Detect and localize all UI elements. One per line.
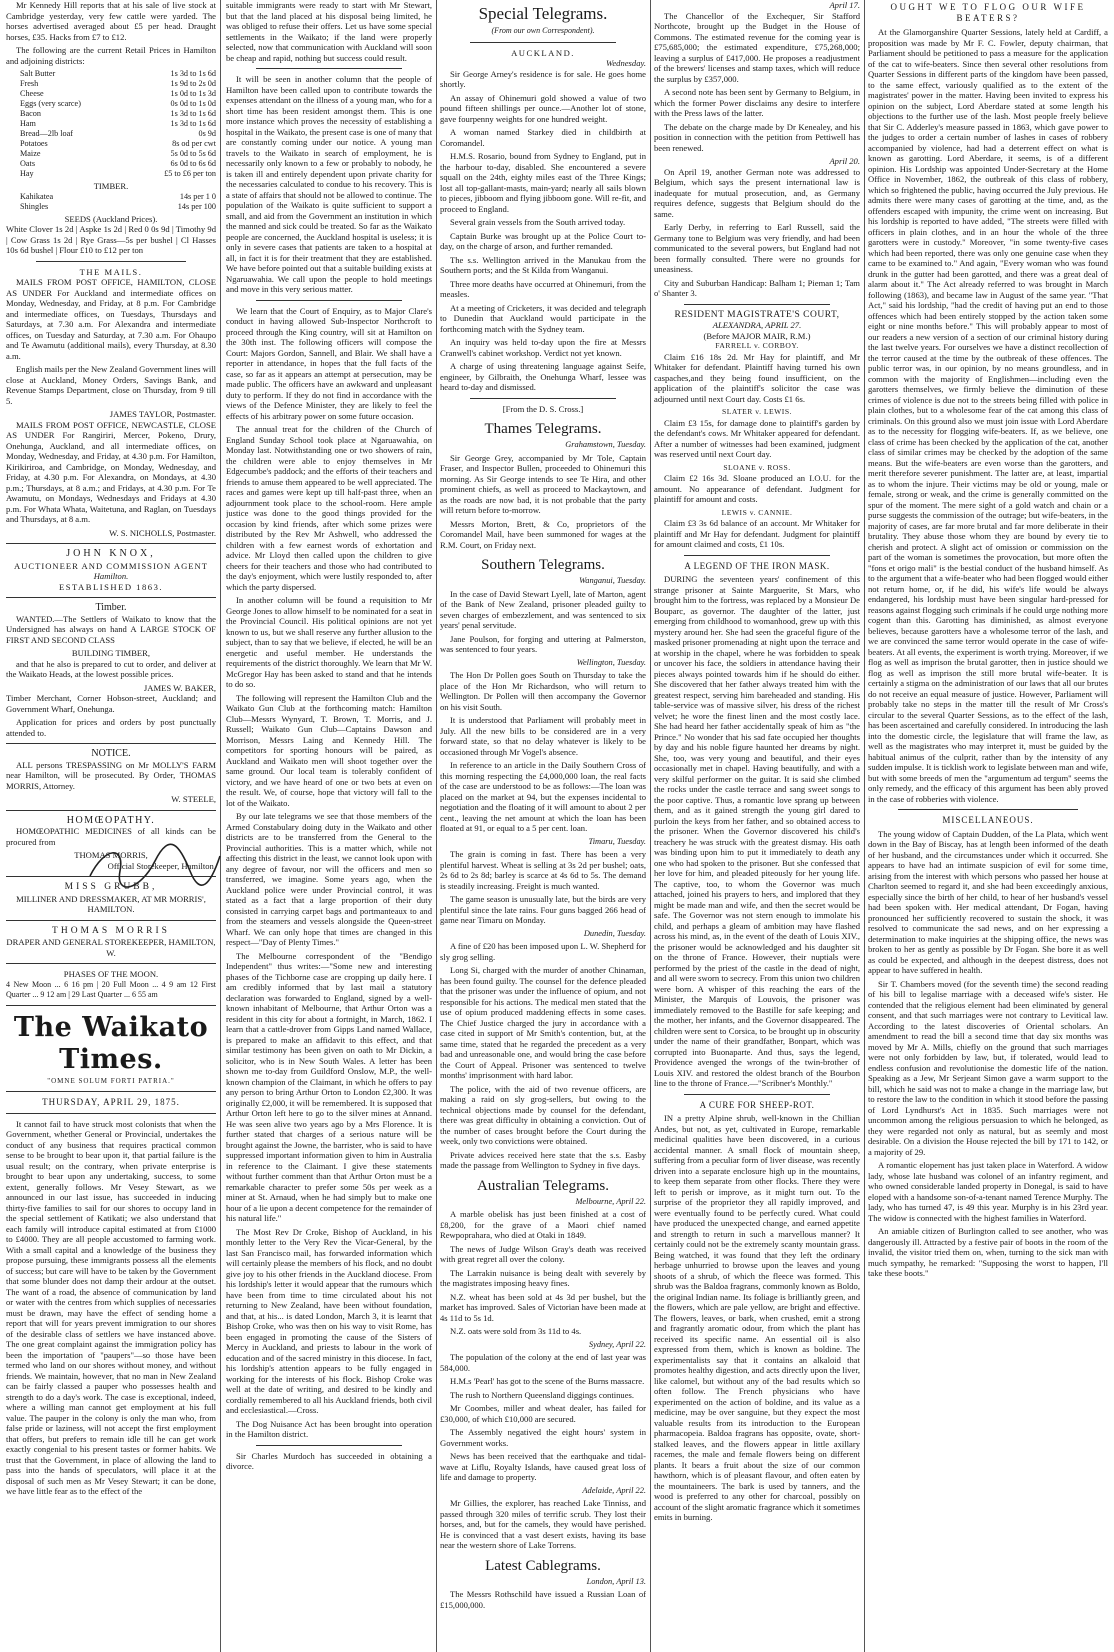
divider	[470, 398, 616, 399]
cablegram-item: Early Derby, in referring to Earl Russell, said the Germany tone to Belgium was very friendly, and had been communicated to the several powers, but England had not been formally consulted. There were no grounds for uneasiness.	[654, 222, 860, 274]
item-price: 8s od per cwt	[172, 139, 216, 148]
item-price: 14s per 1 0	[179, 191, 216, 201]
telegram-item: H.M.s 'Pearl' has got to the scene of the Burns massacre.	[450, 1376, 645, 1386]
telegram-item: Three more deaths have occurred at Ohinemuri, from the measles.	[440, 278, 646, 299]
seeds-heading: SEEDS (Auckland Prices).	[64, 213, 158, 224]
auckland-day: Wednesday.	[605, 58, 646, 68]
telegram-item: Captain Burke was brought up at the Police Court to-day, on the charge of arson, and further remanded.	[440, 230, 646, 251]
item-name: Maize	[20, 149, 41, 158]
masthead: The Waikato Times.	[13, 1011, 209, 1075]
divider	[6, 543, 216, 544]
price-row	[6, 89, 216, 99]
masthead-motto: "OMNE SOLUM FORTI PATRIA."	[47, 1076, 175, 1085]
special-telegrams-heading: Special Telegrams.	[478, 4, 608, 23]
timber-ad-signature: JAMES W. BAKER,	[143, 682, 216, 693]
april-17-cablegrams	[654, 11, 860, 154]
notice-body: ALL persons TRESPASSING on Mr MOLLY'S FARM near Hamilton, will be prosecuted. By Order, THOMAS MORRIS, Attorney.	[6, 759, 216, 791]
homeopathy-body: HOMŒOPATHIC MEDICINES of all kinds can be procured from	[6, 826, 216, 847]
telegram-item: Mr Coombes, miller and wheat dealer, has failed for £30,000, of which £10,000 are secured.	[440, 1403, 646, 1424]
telegram-item: The news of Judge Wilson Gray's death was received with great regret all over the colony.	[440, 1243, 646, 1264]
timber-ad-tail: Application for prices and orders by post punctually attended to.	[6, 717, 216, 738]
gun-club-paragraph: The following will represent the Hamilton Club and the Waikato Gun Club at the forthcoming match: Hamilton Club—Messrs Wynyard, T. Brown, T. Morris, and J. Russell; Waikato Gun Club—Captains Dawson and Morrison, Messrs Laing and Kennedy Hill. The competitors for sporting honours will be paired, as Auckland and Waikato men will shoot together over the same ground. Our local team is tolerably confident of victory, and we have heard of one or two bets at even on the result. We, of course, hope that victory will fall to the lot of the Waikato.	[226, 692, 432, 808]
melbourne-place: Melbourne, April 22.	[575, 1196, 646, 1206]
knox-ad-subheading: AUCTIONEER AND COMMISSION AGENT	[13, 560, 209, 571]
thames-heading: Thames Telegrams.	[484, 421, 602, 437]
telegram-item: Private advices received here state that the s.s. Easby made the passage from Wellington to Sydney in five days.	[440, 1149, 646, 1170]
timaru-telegrams	[440, 849, 646, 926]
column-5	[868, 0, 1108, 1652]
telegram-item: A charge of using threatening language against Seife, engineer, by Gilbraith, the Onehunga Wharf, lessee was heard to-day and dismissed.	[440, 361, 646, 392]
timber-ad-heading: Timber.	[95, 602, 127, 613]
notice-heading: NOTICE.	[91, 748, 131, 759]
case-4-heading: LEWIS v. CANNIE.	[721, 507, 793, 517]
homeopathy-heading: HOMŒOPATHY.	[66, 814, 156, 826]
case-1: Claim £16 18s 2d. Mr Hay for plaintiff, and Mr Whitaker for defendant. Plaintiff having turned his own caspaches,and they being found insufficient, on the application of the plaintiff's solicitor the case was adjourned until next Court day. Costs £1 6s.	[654, 351, 860, 404]
cablegram-item: The Chancellor of the Exchequer, Sir Stafford Northcote, brought up the Budget in the House of Commons. The estimated revenue for the coming year is £75,685,000; the estimated expenditure, £75,268,000; leaving a surplus of £417,000. He proposes a readjustment of the brewers' licenses and stamp taxes, which will reduce the surplus by £357,000.	[654, 10, 860, 84]
divider	[470, 42, 616, 43]
divider	[6, 597, 216, 598]
price-row	[6, 169, 216, 179]
column-1	[6, 0, 216, 1652]
telegram-item: In the case of David Stewart Lyell, late of Marton, agent of the Bank of New Zealand, prisoner pleaded guilty to seven charges of embezzlement, and was sentenced to six years' penal servitude.	[440, 588, 646, 630]
item-price: 1s 3d to 1s 6d	[170, 69, 216, 78]
telegram-item: News has been received that the earthquake and tidal-wave at Liflu, Royalty Islands, have caused great loss of life and damage to property.	[440, 1451, 646, 1482]
divider	[684, 1094, 830, 1095]
price-row	[6, 139, 216, 149]
flog-heading: OUGHT WE TO FLOG OUR WIFE BEATERS?	[890, 2, 1086, 23]
case-3: Claim £2 16s 3d. Sloane produced an I.O.U. for the amount. No appearance of defendant. Judgment for plaintiff for amount and costs.	[654, 473, 860, 504]
iron-mask-story: DURING the seventeen years' confinement of this strange prisoner at Sainte Marguerite, St Mars, who brought him to the fortress, was replaced by a Monsieur De Bouparc, as governor. The daughter of the latter, just emerging from childhood to womanhood, grew up with this mystery around her. She had seen the graceful figure of the masked prisoner promenading at night upon the terrace and at worship in the chapel, where he was forbidden to speak or uncover his face, the soldiers in attendance having their pieces always pointed towards him if he should do either. She discovered that her father always treated him with the greatest respect, serving him bareheaded and standing. His table-service was of massive silver, his dress of the richest velvet; he wore the finest linen and the most costly lace. She had heard her father accidentally speak of him as "the Prince." No wonder that his sad fate occupied her thoughts by day and his noble figure haunted her dreams by night. She, too, was very young and beautiful, and their eyes occasionally met in chapel. Having beautifully, and with a very skilful performer on the guitar. It is said she climbed the rocks under the castle terrace and sang sweet songs to the poor captive. Thus, a romantic love sprang up between them, and as it gained strength the young girl dared to purloin the keys from her father, and so obtained access to the prisoner. When the Governor discovered his child's treachery he was struck with the greatest dismay. His oath was binding upon him to put it immediately to death any one who had spoken to the prisoner. But she confessed that her love for him, and pleaded piteously for her young life. The captive, too, to whom the Governor was much attached, joined his prayers to hers, and implored that they might be made man and wife, and then the secret would be safe. The Governor was not stern enough to immolate his child, and perhaps a gleam of ambition may have flashed across his mind, as, in the event of the death of Louis XIV., the prisoner would be acknowledged and his daughter sit on the throne of France. However, their nuptials were performed by the priest of the castle in the dead of night, and all were sworn to secrecy. From this union two children were born. A whisper of this reaching the ears of the Minister, the Marquis of Louvois, the prisoner was immediately removed to the Bastille for safe keeping; and the mother, her infants, and the Governor disappeared. The children were sent to Corsica, to be brought up in obscurity under the name of their grandfather, Bonpart, which was corrupted into Buonaparte. And thus, says the legend, Providence avenged the wrongs of the twin-brother of Louis XIV. and restored the oldest branch of the Bourbon line to the throne of France.—"Scribner's Monthly."	[654, 574, 860, 1088]
cablegram-item: The debate on the charge made by Dr Kenealey, and his position in connection with the petition from Pettiwell has been renewed.	[654, 121, 860, 153]
telegram-item: The Assembly negatived the eight hours' system in Government works.	[440, 1427, 646, 1448]
telegram-item: The Hon Dr Pollen goes South on Thursday to take the place of the Hon Mr Richardson, who will return to Wellington. Dr Pollen will then accompany the Governor on his visit South.	[440, 670, 646, 712]
auckland-heading: AUCKLAND.	[511, 47, 575, 58]
divider	[6, 1005, 216, 1006]
flog-article: At the Glamorganshire Quarter Sessions, lately held at Cardiff, a proposition was made by Mr F. C. Fowler, deputy chairman, that Parliament should be petitioned to pass a measure for the application of the cat to wife-beaters. Since then several other resolutions from Quarter Sessions in different parts of the kingdom have been passed, to the same effect, variously qualified as to the extent of the magistrates' power in the matter. Having been invited to express his opinion on the subject, Lord Aberdare stated at some length his objections to the further use of the lash. Most people freely believe that Sir C. Adderley's measure passed in 1863, which gave power to the judges to order a certain number of lashes in cases of robbery accompanied by violence, had had a deterrent effect on what is known as garotting. Lord Aberdare, it seems, is of a different opinion. His Lordship was appointed Under-Secretary at the Home Office in November, 1862, the outbreak of this class of robbery, which so frightened the public, having occurred the July previous. He admits there were many cases of garotting at the time, and, as the offenders escaped with impunity, the crime went on increasing. But his lordship is reported to have added, "The streets were filled with officers in plain clothes, and in an hour the whole of the three garotters were in custody." Moreover, "in some twenty-five cases which had been reported, there was only one genuine case when they came to be examined to." And again, "Every woman who was found drunk in the gutter had been garotted, and there was a great deal of alarm about it." The Act already referred to was brought in March following (1863), and became law in August of the same year. "That Act," said his lordship, "had the credit of having put an end to those offences which had been entirely stopped by the action taken some eight or nine months before." This will probably appear to most of our readers a new version of a section of our criminal history during the last twelve years. For ourselves we have a distinct recollection of the terror caused at the time by the outbreak of these offences. The public terror was, in our opinion, by no means groundless, and in common with the majority of Englishmen—including even the garotters themselves, we firmly believe the diminution of these crimes of violence is due not to the streets being filled with police in plain clothes, but to a wholesome fear of the cat among this class of criminals. On this ground also we must join issue with Lord Aberdare as to the necessity for flogging wife-beaters. If, as we believe, one class of crime has been checked by the application of the cat, another class of similar crimes may be checked by the adoption of the same means. But the wife-beaters are even worse than the garotters, and merit therefore severer punishment. The latter are, at least, impartial as to whom the injure. Their victims may be old or young, male or female, strong or weak, and the crime is generally committed on the spur of the moment. The mere sight of a gold watch and chain or a purse suggests the commission of the outrage; but wife-beaters, in the majority of cases, are far more brutal and far more deliberate in their brutality. They abuse those whom they are bound by every tie to cherish and protect. A slight act of omission or commission on the part of the woman is sometimes the provocation, but more often the "fons et origo mali" is the bestial conduct of the husband himself. As to the argument that a wife-beater who had been flogged would either not return home, or, if he did, his wife's life would be always endangered, his lordship must have been singular hard-pressed for reasons against flogging such criminals if he could urge nothing more cogent than this. Garotting has diminished, as almost everyone believes, because garotters have a wholesome terror of the lash, and we are convinced the same terror would operate in the case of wife-beaters. At all events, the experiment is worth trying. Moreover, if we flog as well as imprison the brutal garotter, then in justice should we flog as well as imprison the still more brutal wife-beater. It is certainly a stigma on the administration of our laws that all our brutes do not receive an equal measure of justice. However, Parliament will probably take no steps in the matter till the result of Mr Cross's circular to the several Quarter Sessions, as to the effect of the lash, has been ascertained and carefully considered. In introducing the lash into the domestic circle, the legislature that will frame the law, as well as the magistrates who may interpret it, must be guided by the habitual animus of the culprit, rather than by the intensity of any sudden impulse. It is ticklish work to legislate between man and wife, but with some breeds of men the "argumentum ad tergum" seems the only remedy, and the efficacy of this argument has been ably proved in the case of robberies with violence.	[868, 27, 1108, 804]
item-price: 6s 0d to 6s 6d	[170, 159, 216, 168]
morris-ad-subheading: DRAPER AND GENERAL STOREKEEPER, HAMILTON, W.	[6, 937, 216, 958]
telegram-item: Jane Poulson, for forging and uttering at Palmerston, was sentenced to four years.	[440, 633, 646, 654]
column-rule	[436, 0, 437, 1652]
item-price: 1s 3d to 1s 6d	[170, 119, 216, 128]
telegram-item: N.Z. oats were sold from 3s 11d to 4s.	[450, 1326, 582, 1336]
telegram-item: Several grain vessels from the South arrived today.	[450, 217, 626, 227]
hospital-paragraph: It will be seen in another column that the people of Hamilton have been called upon to contribute towards the expenses attendant on the illness of a young man, who for a short time has been resident amongst them. This is one more instance which proves the necessity of establishing a hospital in the Waikato, the present case is one of many that are constantly coming under our notice. A young man travels to the Waikato in search of employment, he is necessarily only known to a few or probably to nobody, he is taken ill and entirely dependent upon private charity for the necessaries calculated to condue to his recovery. This is a state of affairs that should not be allowed to continue. The population of the Waikato is quite sufficient to support a small, and aid from the Government an institution in which the manned and sick could be treated. So far as the Waikato people are concerned, the Auckland hospital is useless; it is only in severe cases that patients are taken to a hospital at all, in fact it is for their treatment that they are established. We have before pointed out that a suitable building exists at Ngaruawahia. We call upon the people to hold meetings and move in this very serious matter.	[226, 74, 432, 294]
telegram-item: A fine of £20 has been imposed upon L. W. Shepherd for sly grog selling.	[440, 941, 646, 962]
price-row	[6, 79, 216, 89]
divider	[256, 1445, 402, 1446]
column-4	[654, 0, 860, 1652]
telegram-item: Mr Gillies, the explorer, has reached Lake Tinniss, and passed through 320 miles of terrific scrub. They lost their horses, and, but for the camels, they would have perished. He is convinced that a vast desert exists, having its base near the western shore of Lake Torrens.	[440, 1498, 646, 1550]
dunedin-place: Dunedin, Tuesday.	[583, 928, 646, 938]
item-price: 5s 0d to 5s 6d	[170, 149, 216, 158]
misc-elopement: A romantic elopement has just taken place in Waterford. A widow lady, whose late husband was colonel of an infantry regiment, and who owned considerable landed property in Donegal, is said to have eloped with a handsome son-of-a-tenant named Terence Murphy. The lady, who has turned 47, is 49 this year. Murphy is in his 23rd year. The widow is connected with the highest families in Waterford.	[868, 1160, 1108, 1223]
london-cablegram: The Messrs Rothschild have issued a Russian Loan of £15,000,000.	[440, 1589, 646, 1610]
case-3-heading: SLOANE v. ROSS.	[723, 462, 791, 472]
item-name: Oats	[20, 159, 36, 168]
misc-boots: An amiable citizen of Burlington called to see another, who was dangerously ill. Attracted by a festive pair of boots in the room of the invalid, the visitor tried them on, when, turning to the sick man with much sympathy, he remarked: "Supposing the worst to happen, I'll take these boots."	[868, 1226, 1108, 1278]
bishop-croke-paragraph: The Most Rev Dr Croke, Bishop of Auckland, in his monthly letter to the Very Rev the Vicar-General, by the last San Francisco mail, has forwarded information which will certainly please the members of his flock, and no doubt give joy to his other friends in the Auckland diocese. From his lordship's letter it would appear that the rumours which have been from time to time circulated about his not returning to New Zealand, have been without foundation, and that, at his... is dated London, March 3, it is learnt that Bishop Croke, who was then on his way to visit Rome, has been engaged in promoting the cause of the Sisters of Mercy in Auckland, and priests to labour in the work of education and of the sacred ministry in this diocese. In fact, his lordship's attention appears to be fully engaged in working for the interests of his flock. Bishop Croke was well at the date of writing, and desired to be kindly and cordially remembered to all his Auckland friends, both civil and ecclesiastical.—Cross.	[226, 1226, 432, 1415]
telegram-item: An inquiry was held to-day upon the fire at Messrs Cranwell's cabinet workshop. Verdict not yet known.	[440, 337, 646, 358]
telegram-item: An assay of Ohinemuri gold showed a value of two pound fifteen shillings per ounce.—Another lot of stone, gave fourpenny weights for one hundred weight.	[440, 92, 646, 124]
telegram-item: A woman named Starkey died in childbirth at Coromandel.	[440, 127, 646, 148]
editorial: It cannot fail to have struck most colonists that when the Government, whether General or Provincial, undertakes the conduct of any business that requires practical common sense to be brought to bear upon it, that partial failure is the usual result; on the contrary, when private enterprise is brought to bear upon any undertaking, success, to some extent, generally follows. Mr Vesey Stewart, as we announced in our last issue, has succeeded in inducing thirty-five families to sail for our shores to occupy land in the special settlement of Katikati; we also understand that each family will introduce capital estimated at from £1000 to £4000. They are all people accustomed to farming work. With a small capital and a knowledge of the business they propose pursuing, these immigrants possess all the elements of success; but care will have to be taken by the Government that some blunder does not damp their ardour at the outset. The want of a road, the absence of communication by land or water with the centres from which supplies of necessaries must be drawn, may have the effect of sending home a report that will for years prevent immigration to our shores of the desirable class of settlers we have instanced above. The one great complaint against the immigration policy has been the importation of "paupers"—so those have been termed who land on our shores without money, and without friends. We maintain, however, that no man in New Zealand can be fairly classed a pauper who possesses health and strength to do a day's work. The case is exceptional, indeed, where a willing man cannot get employment at his full value. The pauper in the colony is only the man who, from false pride or laziness, will not accept the first employment that offers, but prefers to remain idle till he can get work exactly congenial to his present tastes or former habits. We trust that the Government, in place of allowing the land to pass into the hands of speculators, will place it at the disposal of such men as Mr Vesey Stewart; it can be done, we have little fear as to the effect of the	[6, 1118, 216, 1496]
cablegram-item: City and Suburban Handicap: Balham 1; Pieman 1; Tam o' Shanter 3.	[654, 277, 860, 298]
timber-prices-table	[6, 192, 216, 212]
column-2	[226, 0, 432, 1652]
case-1-heading: FARRELL v. CORBOY.	[715, 341, 799, 350]
mails-heading: THE MAILS.	[79, 266, 143, 277]
knox-ad-established: ESTABLISHED 1863.	[58, 581, 164, 592]
item-name: Ham	[20, 119, 36, 128]
telegram-item: The police, with the aid of two revenue officers, are making a raid on sly grog-sellers, but owing to the technical objections made by counsel for the defendant, there was great difficulty in obtaining a conviction. Out of the number of cases brought before the Court during the week, only two convictions were obtained.	[440, 1083, 646, 1146]
telegram-item: A marble obelisk has just been finished at a cost of £8,200, for the grave of a Maori chief named Rewpoprahara, who died at Otaki in 1849.	[440, 1209, 646, 1240]
divider	[6, 1113, 216, 1114]
telegram-item: It is understood that Parliament will probably meet in July. All the new bills to be considered are in a very forward state, so that no delay whatever is likely to be occasioned through Mr Vogel's absence.	[440, 715, 646, 757]
april-20-cablegrams	[654, 167, 860, 299]
item-name: Eggs (very scarce)	[20, 99, 81, 108]
thames-telegrams	[440, 453, 646, 551]
sheep-rot-article: IN a pretty Alpine shrub, well-known in the Chillian Andes, but not, as yet, cultivated in Europe, remarkable medicinal qualities have been discovered, in a curious accidental manner. A small flock of mountain sheep, suffering from a peculiar form of liver disease, was recently driven into a separate enclosure high up in the mountains, to keep them separate from other flocks. There they were left to perish or improve, as it might turn out. To the surprise of the proprietor they all rapidly improved, and were eventually found to be perfectly cured. What could have produced the unexpected change, and earned appetite and strength to return in such a marvellous manner? It certainly could not be the extremely scanty mountain grass. Being watched, it was found that they left the ordinary herbage unhurried to browse upon the leaves and young shoots of a shrub, of which the fleece was formed. This shrub was the Baldoa fragrans, commonly known as Boldo, the original Indian name. Its foliage is brilliantly green, and the flowers, which are pale yellow, are bright and effective. The flowers, leaves, or bark, when crushed, emit a strong and fragrantly aromatic odour, from which the plant has received its specific name. An essential oil is also expressed from them, which is known as boldine. The experimentalists say that it contains an alkaloid that promotes healthy digestion, and acts directly upon the liver, like calomel, but without any of the bad results which so often follow. The French physicians who have experimented on the action of boldine, and its value as a medicine, may be over sanguine, but they expect the most valuable results from its introduction to the European pharmacopeia. Baldoa fragrans has opposite, ovate, short-stalked leaves, and the flowers appear in little axillary racemes, the male and female flowers being on different plants. It bears a fruit about the size of our common hawthorn, which is of pleasant flavour, and often eaten by the mountaineers. The bark is used by tanners, and the wood is preferred to any other for charcoal, possibly on account of the slight aromatic fragrance which it sometimes emits in burning.	[654, 1113, 860, 1522]
auckland-telegrams	[440, 69, 646, 393]
morris-ad-heading: THOMAS MORRIS	[52, 925, 170, 936]
southern-telegrams	[440, 589, 646, 655]
item-price: 1s 0d to 1s 3d	[170, 89, 216, 98]
southern-place: Wanganui, Tuesday.	[579, 576, 646, 585]
moon-phases: 4 New Moon ... 6 16 pm | 20 Full Moon ... 4 9 am 12 First Quarter ... 9 12 am | 29 Last Quarter ... 6 55 am	[6, 979, 216, 999]
telegram-item: Messrs Morton, Brett, & Co, proprietors of the Coromandel Mail, have been summoned for wages at the R.M. Court, on Friday next.	[440, 518, 646, 550]
mails-english: English mails per the New Zealand Government lines will close at Auckland, Money Orders, Savings Bank, and Revenue Stamps Department, close on Thursday, from 9 till 5.	[6, 364, 216, 406]
tichborne-paragraph: The Melbourne correspondent of the "Bendigo Independent" thus writes:—"Some new and interesting phases of the Tichborne case are cropping up daily here. I am credibly informed that by last mail a statutory declaration was forwarded to England, signed by a well-known inhabitant of Melbourne, that Arthur Orton was a resident in this city for about a fortnight, in March, 1862. I learn that a cattle-drover from Gipps Land named Wallace, is prepared to make an affidavit to this effect, and that similar testimony has been given on oath to Mr Dickin, a solicitor, who is in New South Wales. A letter has been shown me to-day from Guildford Onslow, M.P., the well-known champion of the Claimant, in which he offers to pay any person to bring Arthur Orton to London £2,300. It was originally £2,000, it will be remembered. It is supposed that Arthur Orton left here to go to the silver mines at Annand. He was seen alive two years ago by a Mrs Florence. It is further stated that charges of a serious nature will be brought against the Jowne, the barrister, who is said to have suppressed important information given to him in Australia in reference to the Claimant. I give these statements without further comment than that Arthur Orton must be a remarkable character to prefer some 50s per week as a miner at St. Arnaud, when he had simply but to make one hour of a lie upon a decent competence for the remainder of his natural life."	[226, 950, 432, 1223]
case-4: Claim £3 3s 6d balance of an account. Mr Whitaker for plaintiff and Mr Hay for defendant. Judgment for plaintiff for amount claimed and costs, £1 10s.	[654, 518, 860, 549]
item-name: Shingles	[20, 201, 49, 211]
knox-ad-heading: JOHN KNOX,	[66, 548, 156, 559]
court-heading: RESIDENT MAGISTRATE'S COURT,	[674, 309, 840, 320]
telegram-item: H.M.S. Rosario, bound from Sydney to England, put in the harbour to-day, disabled. She encountered a severe squall on the 24th, eighty miles east of the Three Kings; lost all top-gallant-masts, main-yard; nearly all sails blown to pieces, jibboom and flying jibboom gone. Will re-fit, and proceed to England.	[440, 151, 646, 214]
column-rule	[220, 0, 221, 1652]
divider	[6, 963, 216, 964]
mails-schedule-hamilton: MAILS FROM POST OFFICE, HAMILTON, CLOSE AS UNDER For Auckland and intermediate offices on Monday, Wednesday, and Friday, at 8 p.m. For Cambridge and intermediate offices, on Tuesdays, Thursdays and Saturdays, at 7.30 a.m. For Alexandra and intermediate offices, on Tuesday and Saturday, at 7.30 a.m. For Ohaupo and Te Awamutu (additional mails), every Thursday, at 8.30 a.m.	[6, 277, 216, 361]
timber-ad-body: WANTED.—The Settlers of Waikato to know that the Undersigned has always on hand A LARGE STOCK OF FIRST AND SECOND CLASS	[6, 613, 216, 645]
telegram-item: The population of the colony at the end of last year was 584,000.	[440, 1352, 646, 1373]
telegram-item: The Larrakin nuisance is being dealt with severely by the magistrates imposing heavy fines.	[440, 1267, 646, 1288]
item-price: 0s 9d	[198, 129, 216, 138]
timaru-place: Timaru, Tuesday.	[588, 836, 646, 846]
item-price: 14s per 100	[177, 201, 216, 211]
issue-date: THURSDAY, APRIL 29, 1875.	[42, 1097, 180, 1107]
timber-ad-body2: and that he also is prepared to cut to order, and deliver at the Waikato Heads, at the lowest possible prices.	[6, 658, 216, 679]
item-name: Bacon	[20, 109, 41, 118]
divider	[898, 809, 1078, 810]
wellington-place: Wellington, Tuesday.	[576, 657, 646, 667]
homeopathy-signature: THOMAS MORRIS,	[74, 850, 148, 860]
divider	[36, 261, 186, 262]
knox-ad-place: Hamilton.	[93, 571, 129, 581]
thames-place: Grahamstown, Tuesday.	[565, 440, 646, 449]
adelaide-place: Adelaide, April 22.	[582, 1485, 646, 1495]
london-place: London, April 13.	[586, 1576, 646, 1586]
telegram-item: The grain is coming in fast. There has been a very plentiful harvest. Wheat is selling at 3s 2d per bushel; oats, 2s 6d to 2s 8d; barley is scarce at 4s 6d to 5s. The demand is steadily increasing. Freight is much wanted.	[440, 849, 646, 891]
timber-heading: TIMBER.	[93, 181, 129, 191]
requisition-paragraph: In another column will be found a requisition to Mr George Jones to allow himself to be nominated for a seat in the Provincial Council. His political opinions are not yet known to us, but we shall reserve any further allusion to the subject, than to say that we believe, if elected, he will be an energetic and useful member. He understands the requirements of the district thoroughly. We learn that Mr W. McGregor Hay has been asked to stand and that he intends to do so.	[226, 595, 432, 689]
melbourne-telegrams	[440, 1209, 646, 1337]
sydney-place: Sydney, April 22.	[588, 1339, 646, 1349]
mails-schedule-newcastle: MAILS FROM POST OFFICE, NEWCASTLE, CLOSE AS UNDER For Rangiriri, Mercer, Pokeno, Drury, Onehunga, Auckland, and all intermediate offices, on Monday, Wednesday, and Friday, at 4.30 p.m. For Hamilton, Kirikiriroa, and Cambridge, on Monday, Wednesday, and Friday, at 4.30 p.m. For Alexandra, on Mondays, at 4.30 p.m.; Thursdays, at 8 a.m.; and Fridays, at 4.30 p.m. For Te Awamutu, on Mondays, Wednesdays and Fridays at 4.30 p.m. For Whata Whata, Waitetuna, and Raglan, on Tuesdays and Thursdays, at 8 a.m.	[6, 419, 216, 524]
sunday-school-paragraph: The annual treat for the children of the Church of England Sunday School took place at Ngaruawahia, on Monday last. Notwithstanding one or two showers of rain, the children were able to enjoy themselves in Mr Edgecumbe's paddock; and the efforts of their teachers and friends to amuse them appeared to be well appreciated. The races and games were kept up till half-past three, when an adjournment took place to the school-room. Here ample justice was done to the good things provided for the occasion by kind friends, after which some prizes were distributed by the Rev Mr Ashwell, who addressed the children with a few earnest words of exhortation and advice. Mr Lloyd then called upon the children to give cheers for their teachers and those who had contributed to the day's enjoyment, which were lustily responded to, after which the party dispersed.	[226, 424, 432, 592]
editorial-continued: suitable immigrants were ready to start with Mr Stewart, but that the land placed at his disposal being limited, he was obliged to refuse their offers. Let us have some special settlements in the Waikato; if the land were properly selected, now that communication with Auckland will soon be cheap and rapid, nothing but success could result.	[226, 0, 432, 63]
item-name: Cheese	[20, 89, 44, 98]
divider	[6, 920, 216, 921]
dunedin-telegrams	[440, 941, 646, 1171]
mails-signature: JAMES TAYLOR, Postmaster.	[109, 409, 216, 419]
telegram-item: Long Si, charged with the murder of another Chinaman, has been found guilty. The counsel for the defence pleaded that the prisoner was under the influence of opium, and not responsible for his actions. The medical men stated that the use of opium produced maddening effects in some cases. The Chief Justice charged the jury in accordance with a case cited in support of Mr Smith's contention, but, at the same time, stated that he regarded the precedent as a very bad and unreasonable one, and would bring the case before the Court of Appeal. Prisoner was sentenced to twelve months' imprisonment with hard labor.	[440, 965, 646, 1080]
grubb-ad-heading: MISS GRUBB,	[64, 882, 158, 892]
telegram-item: In reference to an article in the Daily Southern Cross of this morning respecting the £4,000,000 loan, the real facts of the case are understood to be as follows:—The loan was placed on the market at 94, but the expenses incidental to negotiation and the floating of it will amount to about 2 per cent., leaving the net amount at which the loan has been floated at 91, or equal to a 5 per cent. loan.	[440, 760, 646, 833]
dog-nuisance-paragraph: The Dog Nuisance Act has been brought into operation in the Hamilton district.	[226, 1418, 432, 1439]
price-row	[6, 149, 216, 159]
wellington-telegrams	[440, 670, 646, 834]
sheep-rot-heading: A CURE FOR SHEEP-ROT.	[699, 1099, 815, 1110]
iron-mask-heading: A LEGEND OF THE IRON MASK.	[684, 560, 830, 571]
telegram-item: The game season is unusually late, but the birds are very plentiful since the late rains. Four guns bagged 266 head of game near Timaru on Monday.	[440, 894, 646, 925]
australian-heading: Australian Telegrams.	[477, 1177, 609, 1194]
price-row	[6, 99, 216, 109]
divider	[6, 810, 216, 811]
telegram-item: The s.s. Wellington arrived in the Manukau from the Southern ports; and the St Kilda from Wanganui.	[440, 254, 646, 275]
timber-ad-subheading: BUILDING TIMBER,	[71, 648, 151, 658]
court-place: ALEXANDRA, APRIL 27.	[712, 320, 802, 330]
cablegram-item: A second note has been sent by Germany to Belgium, in which the former Power disclaims any desire to interfere with the Press laws of the latter.	[654, 87, 860, 118]
item-name: Hay	[20, 169, 34, 178]
telegram-item: The rush to Northern Queensland diggings continues.	[450, 1389, 635, 1400]
moon-phases-heading: PHASES OF THE MOON.	[63, 969, 159, 979]
court-enquiry-paragraph: We learn that the Court of Enquiry, as to Major Clare's conduct in having allowed Sub-Inspector Northcroft to proceed through the King country, will sit at Hamilton on the 30th inst. The following officers will compose the Court: Majors Gordon, Sannell, and Blair. We shall have a reporter in attendance, in hopes that the full facts of the case, so far as it appears an attempt at persecution, may be made public. The officers have an awkward and unpleasant duty to perform. If they do not find in accordance with the views of the Defence Minister, they are likely to feel the effects of his arbitrary power on some future occasion.	[226, 305, 432, 421]
prices-intro: The following are the current Retail Prices in Hamilton and adjoining districts:	[6, 45, 216, 66]
cablegram-item: On April 19, another German note was addressed to Belgium, which says the present international law is inadequate for mutual prosecution, and, as Germany requires defence, suggests that Belgium should do the same.	[654, 166, 860, 219]
telegram-item: At a meeting of Cricketers, it was decided and telegraph to Dunedin that Auckland would participate in the forthcoming match with the Sydney team.	[440, 302, 646, 334]
item-name: Fresh	[20, 79, 39, 88]
timber-row	[6, 202, 216, 212]
sydney-telegrams	[440, 1352, 646, 1483]
special-telegrams-subheading: (From our own Correspondent).	[491, 26, 595, 35]
item-name: Salt Butter	[20, 69, 56, 78]
item-price: £5 to £6 per ton	[164, 169, 216, 178]
telegram-item: Sir George Grey, accompanied by Mr Tole, Captain Fraser, and Inspector Bullen, proceeded to Ohinemuri this morning. As Sir George intends to see Te Hira, and other prominent chiefs, as well as proceed to Mackaytown, and as the roads are now bad, it is not probable that the party will return before to-morrow.	[440, 452, 646, 515]
price-row	[6, 159, 216, 169]
grubb-ad-subheading: MILLINER AND DRESSMAKER, AT MR MORRIS', HAMILTON.	[16, 893, 206, 914]
homeopathy-signature-2: Official Storekeeper, Hamilton.	[107, 860, 216, 871]
dsc-credit: [From the D. S. Cross.]	[502, 403, 584, 414]
miscellaneous-heading: MISCELLANEOUS.	[942, 815, 1034, 825]
telegram-item: Sir George Arney's residence is for sale. He goes home shortly.	[440, 68, 646, 89]
april-20-place: April 20.	[829, 156, 860, 166]
divider	[6, 876, 216, 877]
divider	[684, 555, 830, 556]
timber-ad-address: Timber Merchant, Corner Hobson-street, Auckland; and Government Wharf, Onehunga.	[6, 693, 216, 714]
case-2-heading: SLATER v. LEWIS.	[722, 407, 792, 416]
southern-heading: Southern Telegrams.	[481, 557, 605, 573]
latest-cablegrams-heading: Latest Cablegrams.	[485, 1557, 601, 1574]
column-rule	[650, 0, 651, 1652]
item-name: Potatoes	[20, 139, 48, 148]
item-price: 1s 9d to 2s 0d	[170, 79, 216, 88]
retail-prices-table	[6, 69, 216, 179]
divider	[6, 743, 216, 744]
price-row	[6, 109, 216, 119]
price-row	[6, 119, 216, 129]
column-3	[440, 0, 646, 1652]
court-magistrate: (Before MAJOR MAIR, R.M.)	[703, 330, 811, 341]
item-price: 0s 0d to 1s 0d	[170, 99, 216, 108]
divider	[256, 300, 402, 301]
constabulary-paragraph: By our late telegrams we see that those members of the Armed Constabulary doing duty in the Waikato and other districts are to be transferred from the General to the Provincial authorities. This is a matter which, while not affecting this district in the least, we cannot look upon with any degree of favour, nor will the officers and men so transferred, we imagine. Some years ago, when the Auckland police were under Provincial control, it was stated as a fact that a large proportion of their duty consisted in carrying carpet bags and portmanteaux to and from the steamers and vessels alongside the Queen-street Wharf. We can only hope that times are changed in this respect—"Day of Plenty Times."	[226, 811, 432, 947]
price-row	[6, 69, 216, 79]
mails-signature-newcastle: W. S. NICHOLLS, Postmaster.	[109, 527, 216, 538]
divider	[256, 68, 402, 69]
misc-dudden: The young widow of Captain Dudden, of the La Plata, which went down in the Bay of Biscay, has at length been informed of the death of her husband, and the circumstances under which it occurred. She appears to have had an intimate suspicion of evil for some time, arising from the interest with which persons who passed her house at Charlton seemed to regard it, and she had been exceedingly anxious, especially since the birth of her child, to hear of her husband's vessel had been spoken with. Her medical attendant, Dr Fogan, having pronounced her sufficiently recovered to sustain the shock, it was resolved to communicate the sad news, and on her expressing a determination to make inquiries at the shipping office, the news was broken to her as gently as possible by Dr Fogan. She bore it as well as could be expected, and although in the deepest distress, does not appear to have suffered in health.	[868, 828, 1108, 975]
price-row	[6, 129, 216, 139]
seed-prices: White Clover 1s 2d | Aspke 1s 2d | Red 0 0s 9d | Timothy 9d | Cow Grass 1s 2d | Rye Grass—5s per bushel | Cl Hasses 10s 6d bushel | Flour £10 to £12 per ton	[6, 224, 216, 255]
telegram-item: N.Z. wheat has been sold at 4s 3d per bushel, but the market has improved. Sales of Victorian have been made at 4s 11d to 5s 1d.	[440, 1291, 646, 1323]
timber-row	[6, 192, 216, 202]
murdoch-paragraph: Sir Charles Murdoch has succeeded in obtaining a divorce.	[226, 1450, 432, 1471]
april-17-place: April 17.	[829, 0, 860, 10]
case-2: Claim £3 15s, for damage done to plaintiff's garden by the defendant's cows. Mr Whitaker appeared for defendant. After a number of witnesses had been examined, judgment was reserved until next Court day.	[654, 417, 860, 459]
misc-marriage-bill: Sir T. Chambers moved (for the seventh time) the second reading of his bill to legalise marriage with a deceased wife's sister. He contended that the religious element had been eliminated by general consent, and that such marriages were not contrary to Levitical law. According to the latest discoveries of Oriental scholars. An amendment to read the bill a second time that day six months was moved by Mr A. Mills, chiefly on the ground that such marriages were not only forbidden by law, but, if tolerated, would lead to endless confusion and revolutionise the domestic life of the nation. Speaking as a Jew, Mr Serjeant Simon gave a warm support to the bill, which he said was not to make a change in the marriage law, but to restore the law to the condition in which it stood before the passing of Lord Lyndhurst's Act in 1835. Such marriages were not uncommon among the religious persuasion to which he belonged, as they were regarded not only as natural, but as seemly and most desirable. On a division the House rejected the bill by 171 to 142, or a majority of 29.	[868, 978, 1108, 1157]
divider	[6, 1091, 216, 1092]
column-rule	[864, 0, 865, 1652]
notice-signature: W. STEELE,	[171, 794, 216, 804]
livestock-report: Mr Kennedy Hill reports that at his sale of live stock at Cambridge yesterday, very few cattle were yarded. The horses advertised averaged about £5 per head. Draught horses, £35. Hacks from £7 to £12.	[6, 0, 216, 42]
adelaide-telegrams	[440, 1498, 646, 1551]
divider	[684, 304, 830, 305]
item-name: Kahikatea	[20, 191, 54, 201]
item-price: 1s 3d to 1s 6d	[170, 109, 216, 118]
item-name: Bread—2lb loaf	[20, 129, 73, 138]
